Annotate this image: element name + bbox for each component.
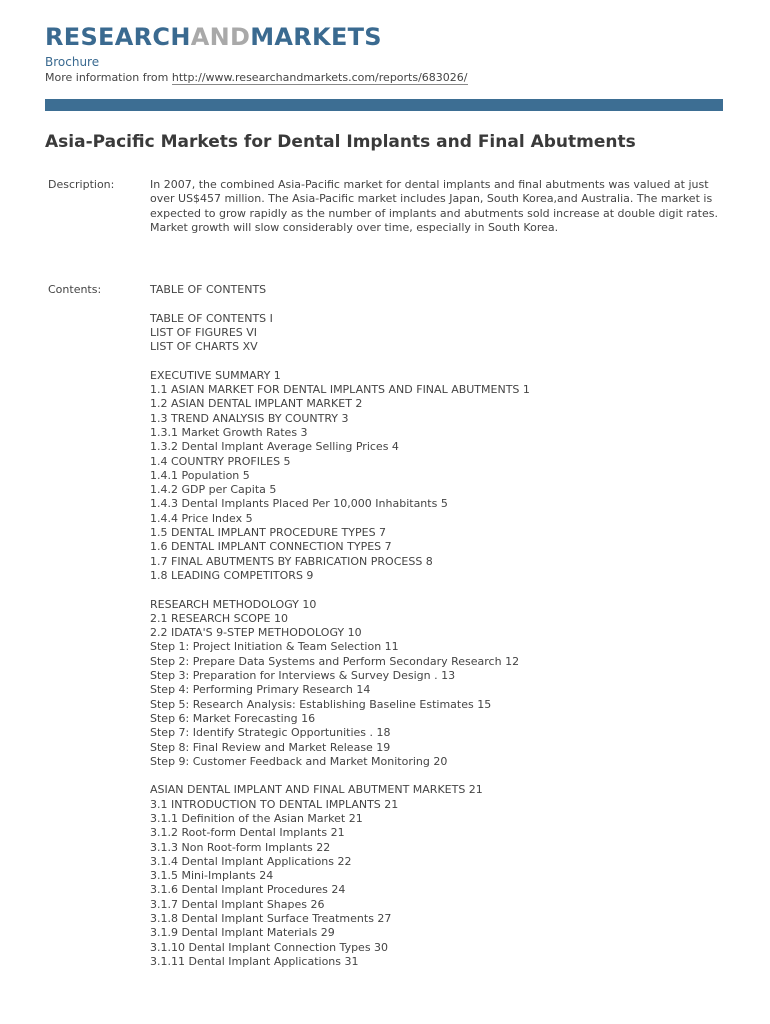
- report-url-link[interactable]: http://www.researchandmarkets.com/reports/683026/: [171, 71, 468, 84]
- toc-entry: Step 2: Prepare Data Systems and Perform Secondary Research 12: [150, 654, 520, 668]
- description-label: Description:: [48, 178, 115, 191]
- header-divider-bar: [45, 99, 723, 111]
- toc-entry: 3.1.9 Dental Implant Materials 29: [150, 926, 335, 940]
- more-information-line: [45, 70, 468, 85]
- toc-entry: 2.1 RESEARCH SCOPE 10: [150, 611, 288, 625]
- toc-entry: 1.5 DENTAL IMPLANT PROCEDURE TYPES 7: [150, 526, 387, 540]
- toc-entry: 3.1.5 Mini-Implants 24: [150, 869, 274, 883]
- toc-entry: Step 3: Preparation for Interviews & Survey Design . 13: [150, 669, 456, 683]
- toc-entry: 1.6 DENTAL IMPLANT CONNECTION TYPES 7: [150, 540, 392, 554]
- logo-part-research: RESEARCH: [45, 23, 191, 51]
- toc-entry: 3.1.1 Definition of the Asian Market 21: [150, 811, 363, 825]
- toc-entry: 1.2 ASIAN DENTAL IMPLANT MARKET 2: [150, 397, 363, 411]
- toc-entry: 3.1 INTRODUCTION TO DENTAL IMPLANTS 21: [150, 797, 399, 811]
- toc-group-spacer: [150, 769, 728, 783]
- toc-entry: 2.2 IDATA'S 9-STEP METHODOLOGY 10: [150, 626, 362, 640]
- toc-entry: Step 7: Identify Strategic Opportunities . 18: [150, 726, 391, 740]
- toc-entry: Step 6: Market Forecasting 16: [150, 711, 316, 725]
- toc-entry: 1.4.3 Dental Implants Placed Per 10,000 Inhabitants 5: [150, 497, 448, 511]
- toc-entry: Step 1: Project Initiation & Team Selection 11: [150, 640, 399, 654]
- brochure-label: Brochure: [45, 55, 100, 69]
- toc-entry: 3.1.3 Non Root-form Implants 22: [150, 840, 331, 854]
- toc-group-spacer: [150, 354, 728, 368]
- toc-entry: TABLE OF CONTENTS: [150, 283, 267, 296]
- more-info-prefix: More information from: [45, 71, 172, 84]
- logo-part-markets: MARKETS: [250, 23, 382, 51]
- toc-entry: TABLE OF CONTENTS I: [150, 311, 273, 325]
- toc-entry: 3.1.7 Dental Implant Shapes 26: [150, 897, 325, 911]
- toc-entry: 1.4 COUNTRY PROFILES 5: [150, 454, 291, 468]
- toc-entry: 3.1.8 Dental Implant Surface Treatments 27: [150, 912, 392, 926]
- toc-entry: 1.8 LEADING COMPETITORS 9: [150, 568, 314, 582]
- toc-group-spacer: [150, 297, 728, 311]
- description-text: In 2007, the combined Asia-Pacific market for dental implants and final abutments was valued at just over US$457 million. The Asia-Pacific market includes Japan, South Korea,and Australia. The market is expected to grow rapidly as the number of implants and abutments sold increase at double digit rates. Market growth will slow considerably over time, especially in South Korea.: [150, 178, 718, 234]
- research-and-markets-logo: [45, 22, 382, 52]
- page-title: Asia-Pacific Markets for Dental Implants and Final Abutments: [45, 132, 636, 152]
- toc-entry: LIST OF CHARTS XV: [150, 340, 258, 354]
- table-of-contents: [150, 283, 728, 969]
- toc-entry: 1.7 FINAL ABUTMENTS BY FABRICATION PROCESS 8: [150, 554, 433, 568]
- toc-entry: 1.4.1 Population 5: [150, 468, 250, 482]
- toc-entry: 1.4.4 Price Index 5: [150, 511, 253, 525]
- toc-entry: Step 5: Research Analysis: Establishing Baseline Estimates 15: [150, 697, 492, 711]
- toc-entry: ASIAN DENTAL IMPLANT AND FINAL ABUTMENT MARKETS 21: [150, 783, 483, 797]
- toc-entry: 1.3.2 Dental Implant Average Selling Prices 4: [150, 440, 399, 454]
- toc-entry: 3.1.11 Dental Implant Applications 31: [150, 954, 359, 968]
- toc-entry: 3.1.10 Dental Implant Connection Types 30: [150, 940, 389, 954]
- toc-entry: Step 9: Customer Feedback and Market Monitoring 20: [150, 754, 448, 768]
- toc-entry: 3.1.6 Dental Implant Procedures 24: [150, 883, 346, 897]
- toc-entry: 3.1.4 Dental Implant Applications 22: [150, 854, 352, 868]
- toc-entry: EXECUTIVE SUMMARY 1: [150, 368, 281, 382]
- logo-part-and: AND: [190, 23, 251, 51]
- toc-entry: Step 4: Performing Primary Research 14: [150, 683, 371, 697]
- toc-entry: 1.3 TREND ANALYSIS BY COUNTRY 3: [150, 411, 349, 425]
- toc-entry: Step 8: Final Review and Market Release 19: [150, 740, 391, 754]
- toc-entry: 1.1 ASIAN MARKET FOR DENTAL IMPLANTS AND FINAL ABUTMENTS 1: [150, 383, 530, 397]
- contents-label: Contents:: [48, 283, 102, 296]
- toc-entry: RESEARCH METHODOLOGY 10: [150, 597, 317, 611]
- toc-entry: LIST OF FIGURES VI: [150, 325, 258, 339]
- toc-group-spacer: [150, 583, 728, 597]
- toc-entry: 1.3.1 Market Growth Rates 3: [150, 425, 308, 439]
- toc-entry: 3.1.2 Root-form Dental Implants 21: [150, 826, 345, 840]
- toc-entry: 1.4.2 GDP per Capita 5: [150, 483, 277, 497]
